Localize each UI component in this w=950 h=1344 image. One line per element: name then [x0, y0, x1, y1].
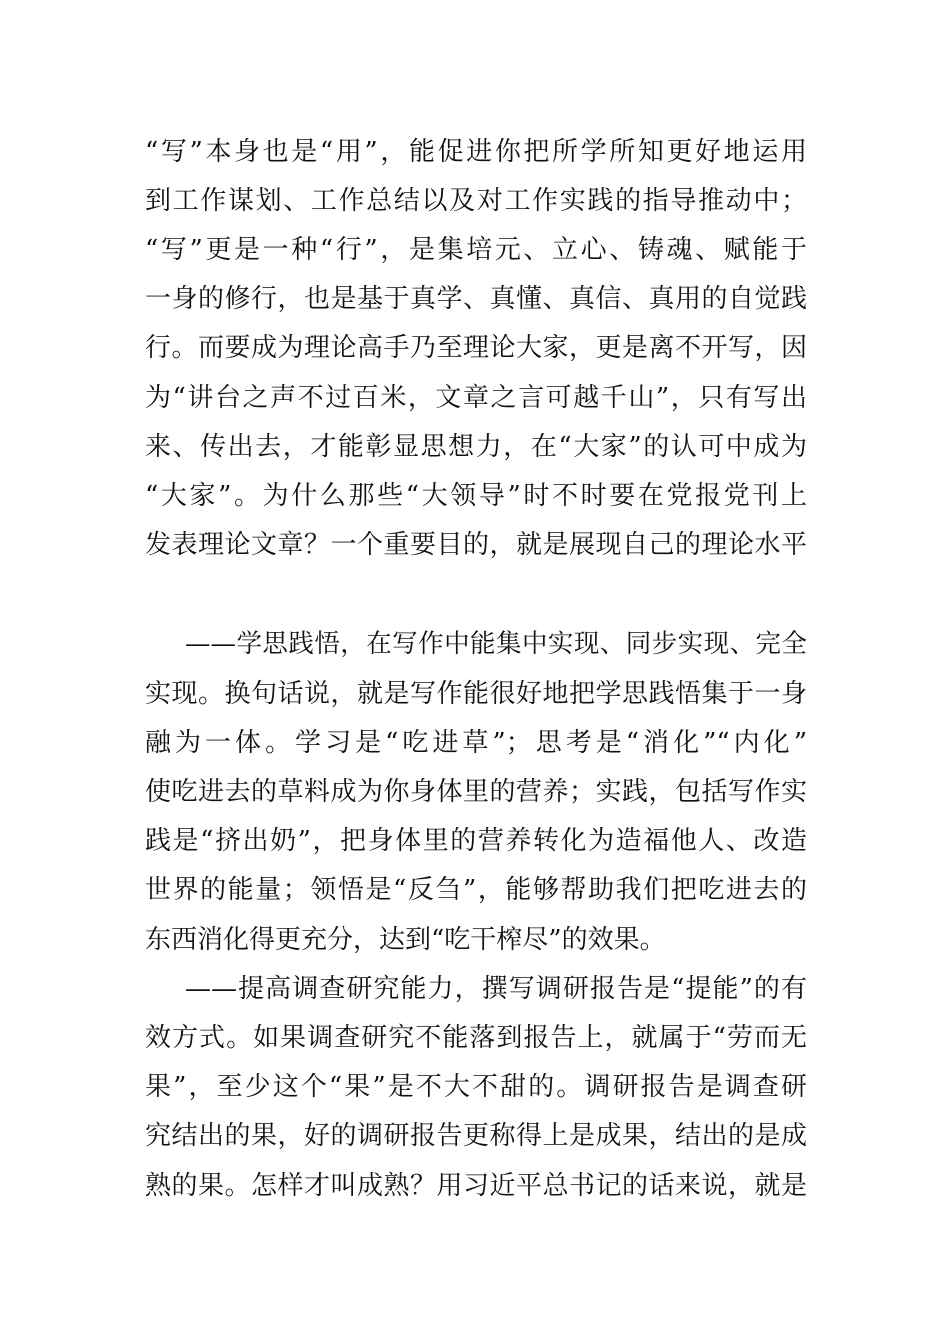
text-line: 使吃进去的草料成为你身体里的营养；实践，包括写作实: [145, 777, 807, 807]
text-line: 融为一体。学习是“吃进草”；思考是“消化”“内化”: [145, 728, 807, 758]
text-line: “写”更是一种“行”，是集培元、立心、铸魂、赋能于: [145, 235, 807, 265]
text-line: ——学思践悟，在写作中能集中实现、同步实现、完全: [185, 629, 807, 659]
text-line: 到工作谋划、工作总结以及对工作实践的指导推动中；: [145, 186, 807, 216]
text-line: 一身的修行，也是基于真学、真懂、真信、真用的自觉践: [145, 284, 807, 314]
text-line: 行。而要成为理论高手乃至理论大家，更是离不开写，因: [145, 333, 807, 363]
text-line: 实现。换句话说，就是写作能很好地把学思践悟集于一身: [145, 679, 807, 709]
text-line: “大家”。为什么那些“大领导”时不时要在党报党刊上: [145, 481, 807, 511]
text-line: 熟的果。怎样才叫成熟？用习近平总书记的话来说，就是: [145, 1171, 807, 1201]
text-line: 世界的能量；领悟是“反刍”，能够帮助我们把吃进去的: [145, 875, 807, 905]
text-line: 为“讲台之声不过百米，文章之言可越千山”，只有写出: [145, 383, 807, 413]
text-line: “写”本身也是“用”，能促进你把所学所知更好地运用: [145, 137, 807, 167]
text-line: 践是“挤出奶”，把身体里的营养转化为造福他人、改造: [145, 826, 807, 856]
text-line: 果”，至少这个“果”是不大不甜的。调研报告是调查研: [145, 1072, 807, 1102]
text-line: 究结出的果，好的调研报告更称得上是成果，结出的是成: [145, 1121, 807, 1151]
text-line: 效方式。如果调查研究不能落到报告上，就属于“劳而无: [145, 1023, 807, 1053]
text-line: ——提高调查研究能力，撰写调研报告是“提能”的有: [185, 974, 807, 1004]
text-line: 东西消化得更充分，达到“吃干榨尽”的效果。: [145, 925, 666, 955]
text-line: 发表理论文章？一个重要目的，就是展现自己的理论水平: [145, 530, 807, 560]
text-line: 来、传出去，才能彰显思想力，在“大家”的认可中成为: [145, 432, 807, 462]
